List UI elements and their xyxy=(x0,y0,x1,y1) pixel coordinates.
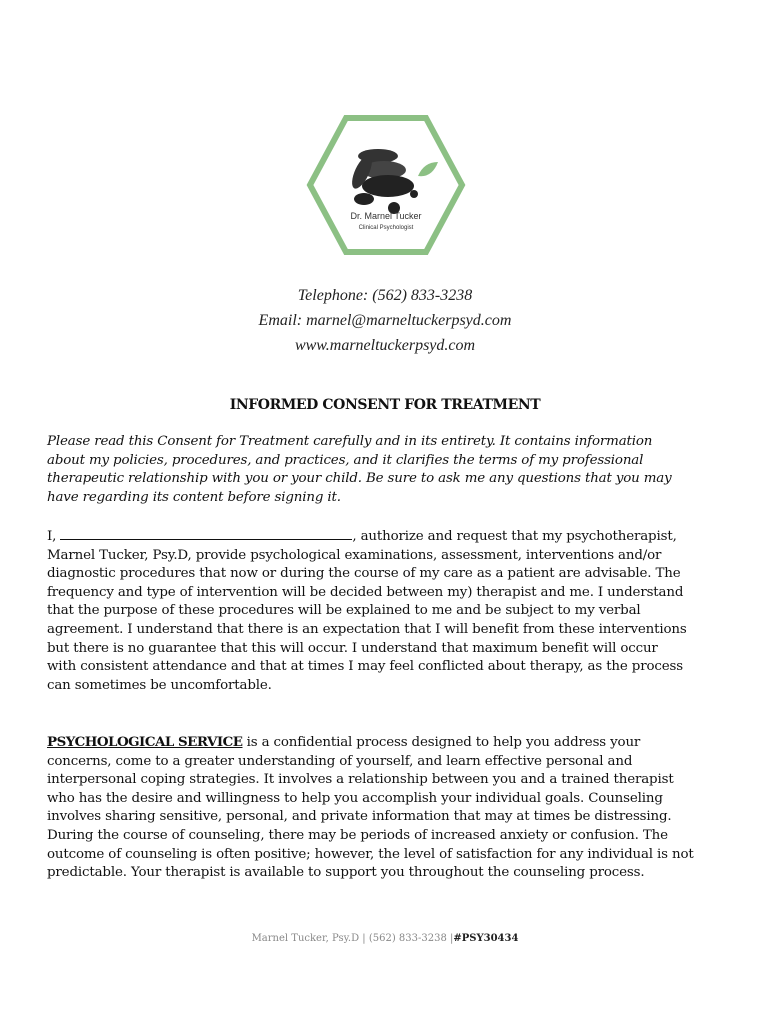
service-line: concerns, come to a greater understanding of yourself, and learn effective personal and xyxy=(47,753,633,769)
website[interactable]: www.marneltuckerpsyd.com xyxy=(294,337,476,354)
footer xyxy=(0,933,770,944)
service-line: During the course of counseling, there may be periods of increased anxiety or confusion. The xyxy=(47,827,668,843)
auth-line: with consistent attendance and that at times I may feel conflicted about therapy, as the process xyxy=(47,659,683,675)
logo-subtitle: Clinical Psychologist xyxy=(358,225,414,231)
intro-line: have regarding its content before signing it. xyxy=(47,489,341,505)
auth-line: but there is no guarantee that this will occur. I understand that maximum benefit will occur xyxy=(47,640,658,656)
document-title: INFORMED CONSENT FOR TREATMENT xyxy=(229,397,541,413)
name-blank-field[interactable] xyxy=(60,528,352,540)
service-line: interpersonal coping strategies. It involves a relationship between you and a trained therapist xyxy=(47,772,674,788)
auth-line: that the purpose of these procedures will be explained to me and be subject to my verbal xyxy=(47,603,641,619)
intro-paragraph xyxy=(47,433,737,507)
auth-line: Marnel Tucker, Psy.D, provide psychological examinations, assessment, interventions and/or xyxy=(47,547,662,563)
footer-text: Marnel Tucker, Psy.D | (562) 833-3238 | xyxy=(251,933,454,944)
auth-prefix: I, xyxy=(47,529,61,544)
logo-name: Dr. Marnel Tucker xyxy=(350,211,422,221)
intro-line: therapeutic relationship with you or your child. Be sure to ask me any questions that you may xyxy=(47,471,672,487)
service-line: involves sharing sensitive, personal, and private information that may at times be distressing. xyxy=(47,809,672,825)
auth-line: diagnostic procedures that now or during the course of my care as a patient are advisable. The xyxy=(47,566,681,582)
service-paragraph xyxy=(47,733,737,883)
authorization-paragraph xyxy=(47,528,737,695)
auth-line: frequency and type of intervention will be decided between my) therapist and me. I understand xyxy=(47,584,684,600)
service-heading: PSYCHOLOGICAL SERVICE xyxy=(47,734,243,750)
service-line: is a confidential process designed to help you address your xyxy=(242,735,641,750)
service-line: outcome of counseling is often positive; however, the level of satisfaction for any individual is not xyxy=(47,846,694,862)
email[interactable]: Email: marnel@marneltuckerpsyd.com xyxy=(258,312,512,329)
service-line: who has the desire and willingness to help you accomplish your individual goals. Counseling xyxy=(47,790,663,806)
auth-line: agreement. I understand that there is an expectation that I will benefit from these interventions xyxy=(47,621,687,637)
auth-line: , authorize and request that my psychotherapist, xyxy=(352,529,677,544)
auth-line: can sometimes be uncomfortable. xyxy=(47,677,272,693)
logo xyxy=(306,114,466,256)
intro-line: Please read this Consent for Treatment carefully and in its entirety. It contains information xyxy=(47,434,653,449)
intro-line: about my policies, procedures, and practices, and it clarifies the terms of my professional xyxy=(47,452,644,468)
license-number: #PSY30434 xyxy=(453,933,519,944)
telephone: Telephone: (562) 833-3238 xyxy=(297,287,473,304)
service-line: predictable. Your therapist is available to support you throughout the counseling process. xyxy=(47,865,645,881)
